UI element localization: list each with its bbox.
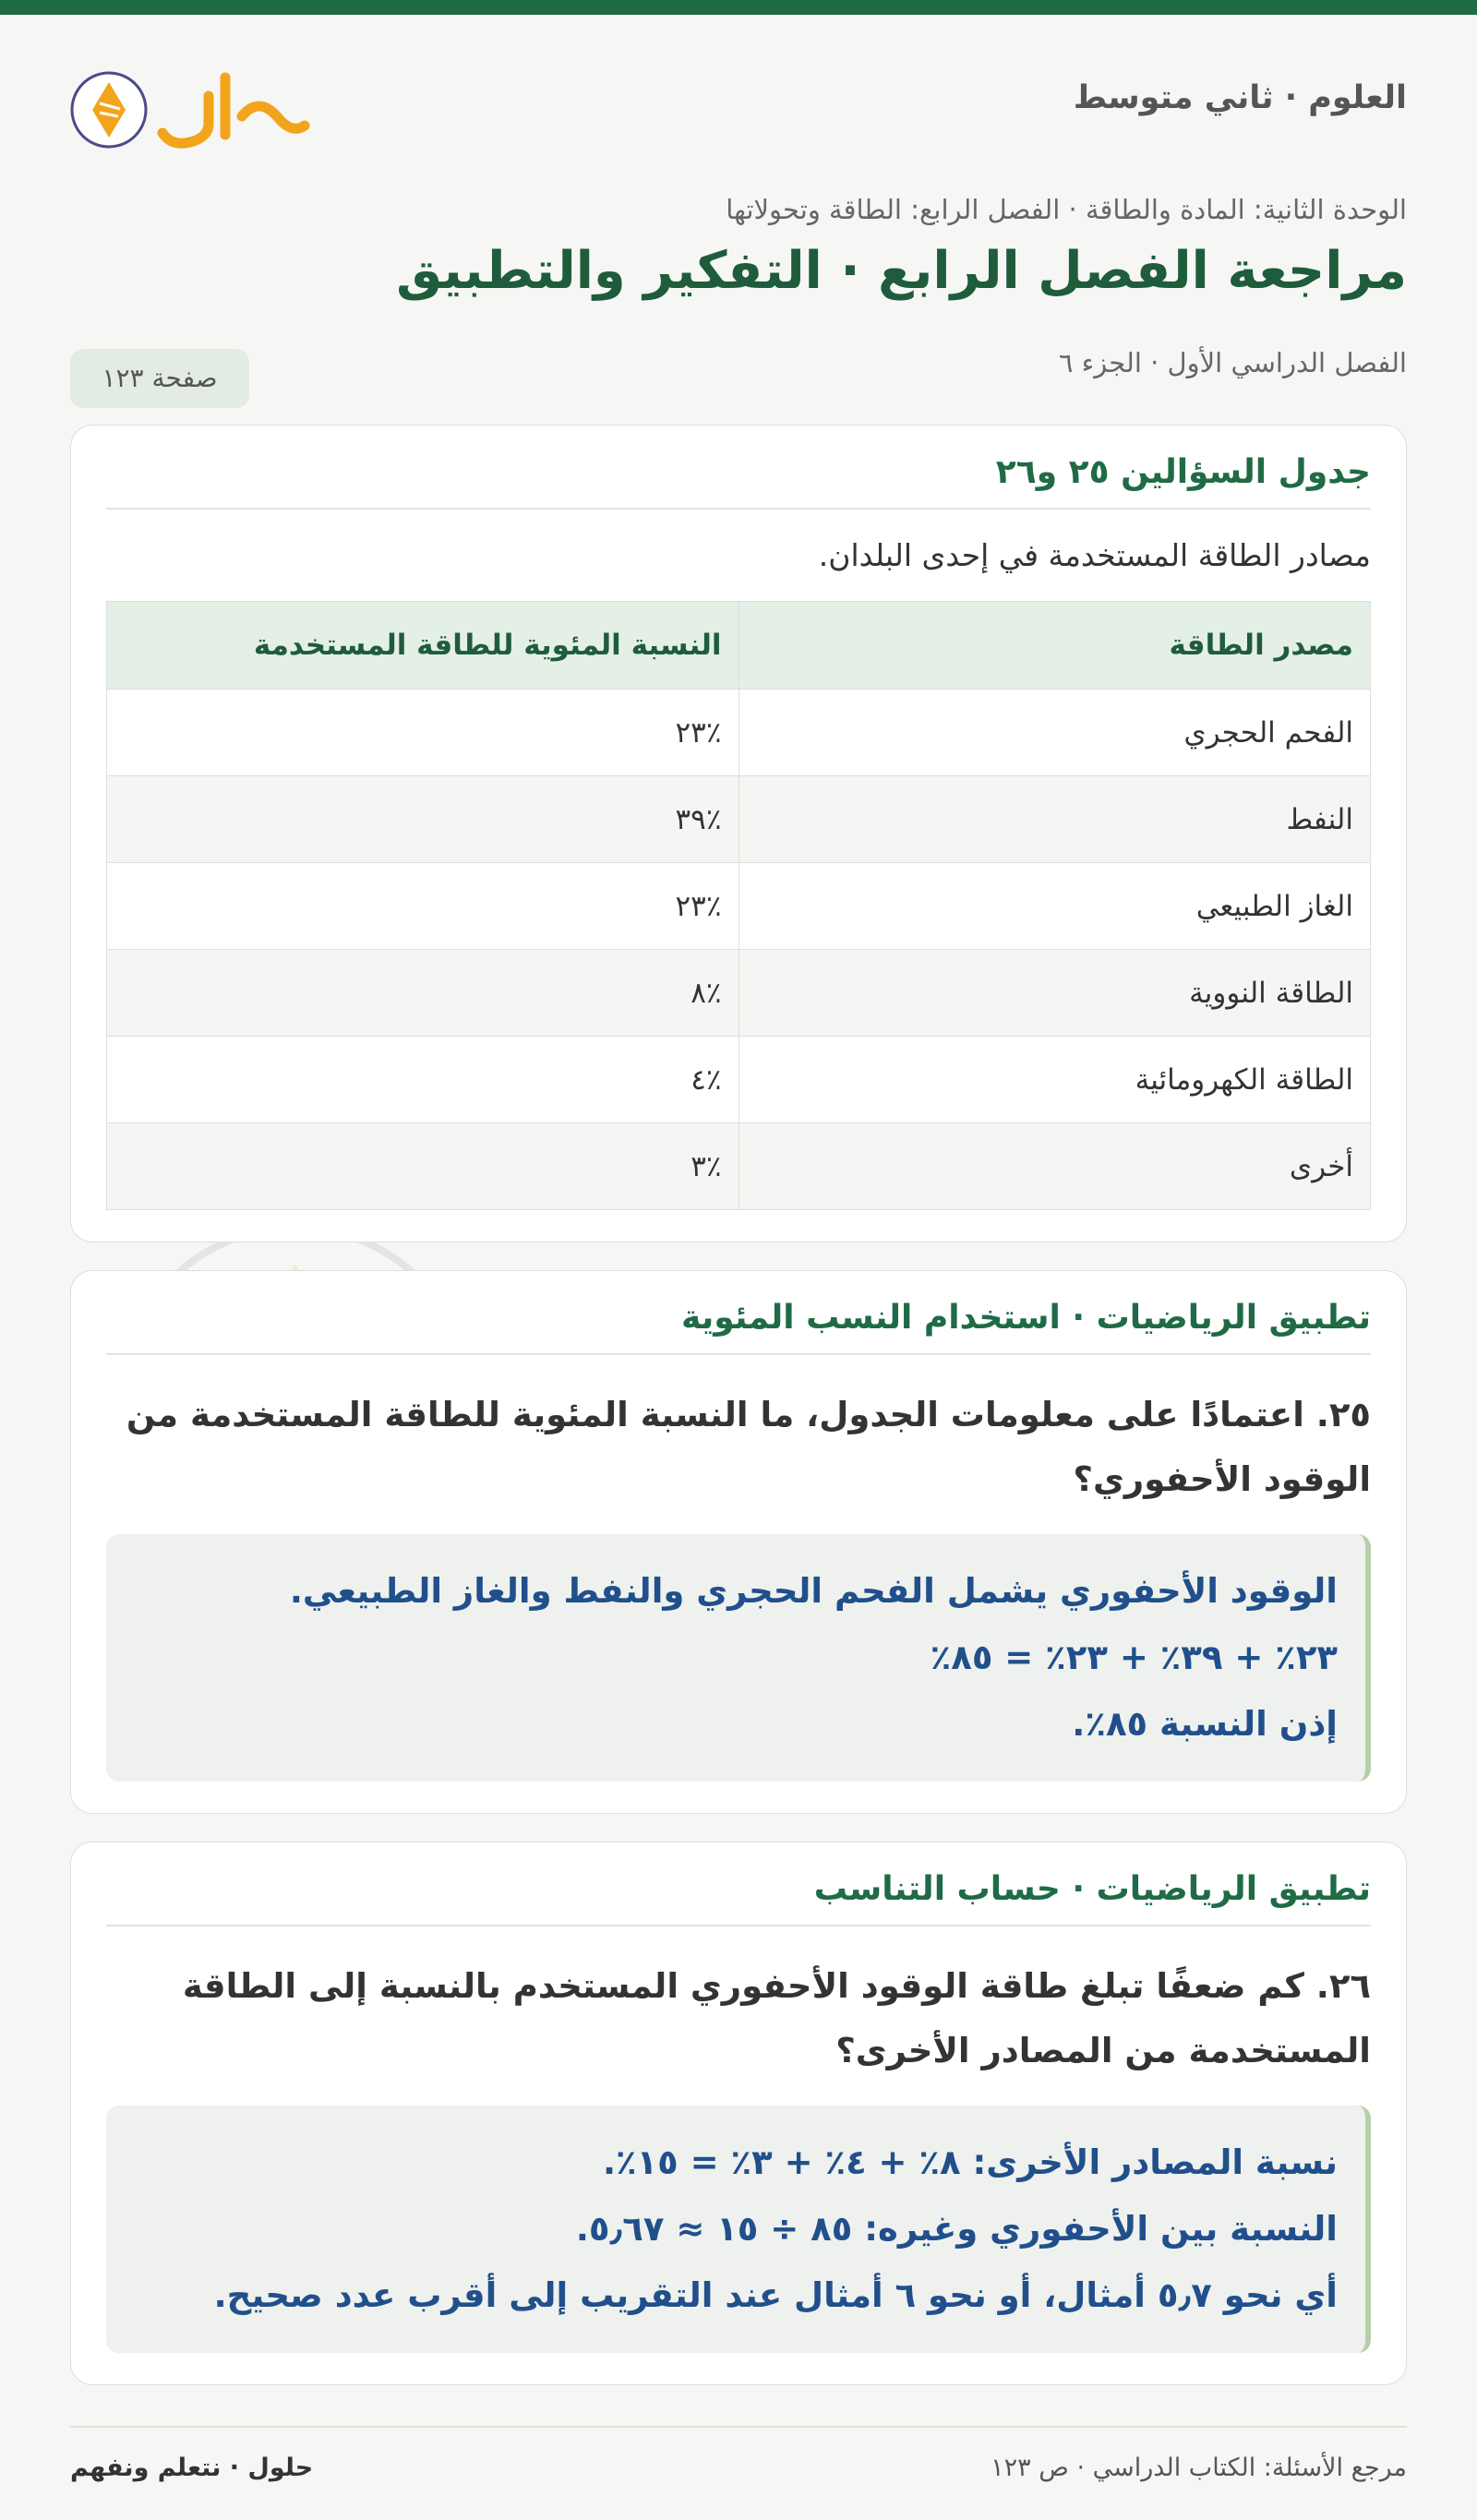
question-25-text: ٢٥. اعتمادًا على معلومات الجدول، ما النسبة المئوية للطاقة المستخدمة من الوقود الأحفوري؟ bbox=[126, 1395, 1371, 1499]
question-26-answer bbox=[106, 2106, 1371, 2353]
page-title: مراجعة الفصل الرابع · التفكير والتطبيق bbox=[396, 241, 1407, 301]
cell-percent: ٪٢٣ bbox=[107, 690, 739, 776]
table-caption: مصادر الطاقة المستخدمة في إحدى البلدان. bbox=[818, 537, 1371, 573]
question-25-answer bbox=[106, 1534, 1371, 1782]
cell-percent: ٪٤ bbox=[107, 1037, 739, 1123]
table-row bbox=[107, 950, 1371, 1037]
footer-brand: حلول · نتعلم ونفهم bbox=[70, 2454, 314, 2482]
cell-percent: ٪٣ bbox=[107, 1123, 739, 1210]
page-header bbox=[70, 15, 1407, 186]
answer-line: إذن النسبة ٨٥٪. bbox=[1072, 1704, 1338, 1744]
page-footer bbox=[70, 2426, 1407, 2520]
column-header-percent: النسبة المئوية للطاقة المستخدمة bbox=[107, 602, 739, 690]
energy-sources-table bbox=[106, 601, 1371, 1210]
table-row bbox=[107, 863, 1371, 950]
table-row bbox=[107, 776, 1371, 863]
page-number-badge: صفحة ١٢٣ bbox=[70, 349, 249, 408]
term-label: الفصل الدراسي الأول · الجزء ٦ bbox=[1058, 347, 1407, 378]
answer-line: ٢٣٪ + ٣٩٪ + ٢٣٪ = ٨٥٪ bbox=[930, 1638, 1338, 1677]
answer-line: النسبة بين الأحفوري وغيره: ٨٥ ÷ ١٥ ≈ ٥٫٦٧. bbox=[575, 2209, 1338, 2249]
table-section-title: جدول السؤالين ٢٥ و٢٦ bbox=[106, 453, 1371, 510]
cell-source: الغاز الطبيعي bbox=[738, 863, 1371, 950]
cell-source: الفحم الحجري bbox=[738, 690, 1371, 776]
table-card bbox=[70, 425, 1407, 1242]
breadcrumb: الوحدة الثانية: المادة والطاقة · الفصل الرابع: الطاقة وتحولاتها bbox=[726, 194, 1407, 225]
cell-percent: ٪٨ bbox=[107, 950, 739, 1037]
question-25-card bbox=[70, 1270, 1407, 1814]
subject-label: العلوم · ثاني متوسط bbox=[1073, 79, 1407, 116]
page-content bbox=[70, 15, 1407, 2413]
question-26-card bbox=[70, 1842, 1407, 2385]
answer-line: نسبة المصادر الأخرى: ٨٪ + ٤٪ + ٣٪ = ١٥٪. bbox=[602, 2142, 1338, 2182]
question-26-section-title: تطبيق الرياضيات · حساب التناسب bbox=[106, 1870, 1371, 1926]
meta-row bbox=[70, 310, 1407, 425]
question-26-text: ٢٦. كم ضعفًا تبلغ طاقة الوقود الأحفوري المستخدم بالنسبة إلى الطاقة المستخدمة من المصادر الأخرى؟ bbox=[182, 1966, 1371, 2070]
cell-source: الطاقة الكهرومائية bbox=[738, 1037, 1371, 1123]
answer-line: أي نحو ٥٫٧ أمثال، أو نحو ٦ أمثال عند التقريب إلى أقرب عدد صحيح. bbox=[213, 2275, 1338, 2315]
hulul-logo[interactable] bbox=[70, 59, 310, 161]
table-row bbox=[107, 1123, 1371, 1210]
table-header-row bbox=[107, 602, 1371, 690]
cell-percent: ٪٣٩ bbox=[107, 776, 739, 863]
cell-source: الطاقة النووية bbox=[738, 950, 1371, 1037]
top-accent-bar bbox=[0, 0, 1477, 15]
cell-source: النفط bbox=[738, 776, 1371, 863]
question-25-section-title: تطبيق الرياضيات · استخدام النسب المئوية bbox=[106, 1299, 1371, 1355]
answer-line: الوقود الأحفوري يشمل الفحم الحجري والنفط والغاز الطبيعي. bbox=[289, 1571, 1338, 1611]
cell-percent: ٪٢٣ bbox=[107, 863, 739, 950]
table-row bbox=[107, 690, 1371, 776]
column-header-source: مصدر الطاقة bbox=[738, 602, 1371, 690]
table-row bbox=[107, 1037, 1371, 1123]
footer-reference: مرجع الأسئلة: الكتاب الدراسي · ص ١٢٣ bbox=[991, 2454, 1407, 2482]
cell-source: أخرى bbox=[738, 1123, 1371, 1210]
